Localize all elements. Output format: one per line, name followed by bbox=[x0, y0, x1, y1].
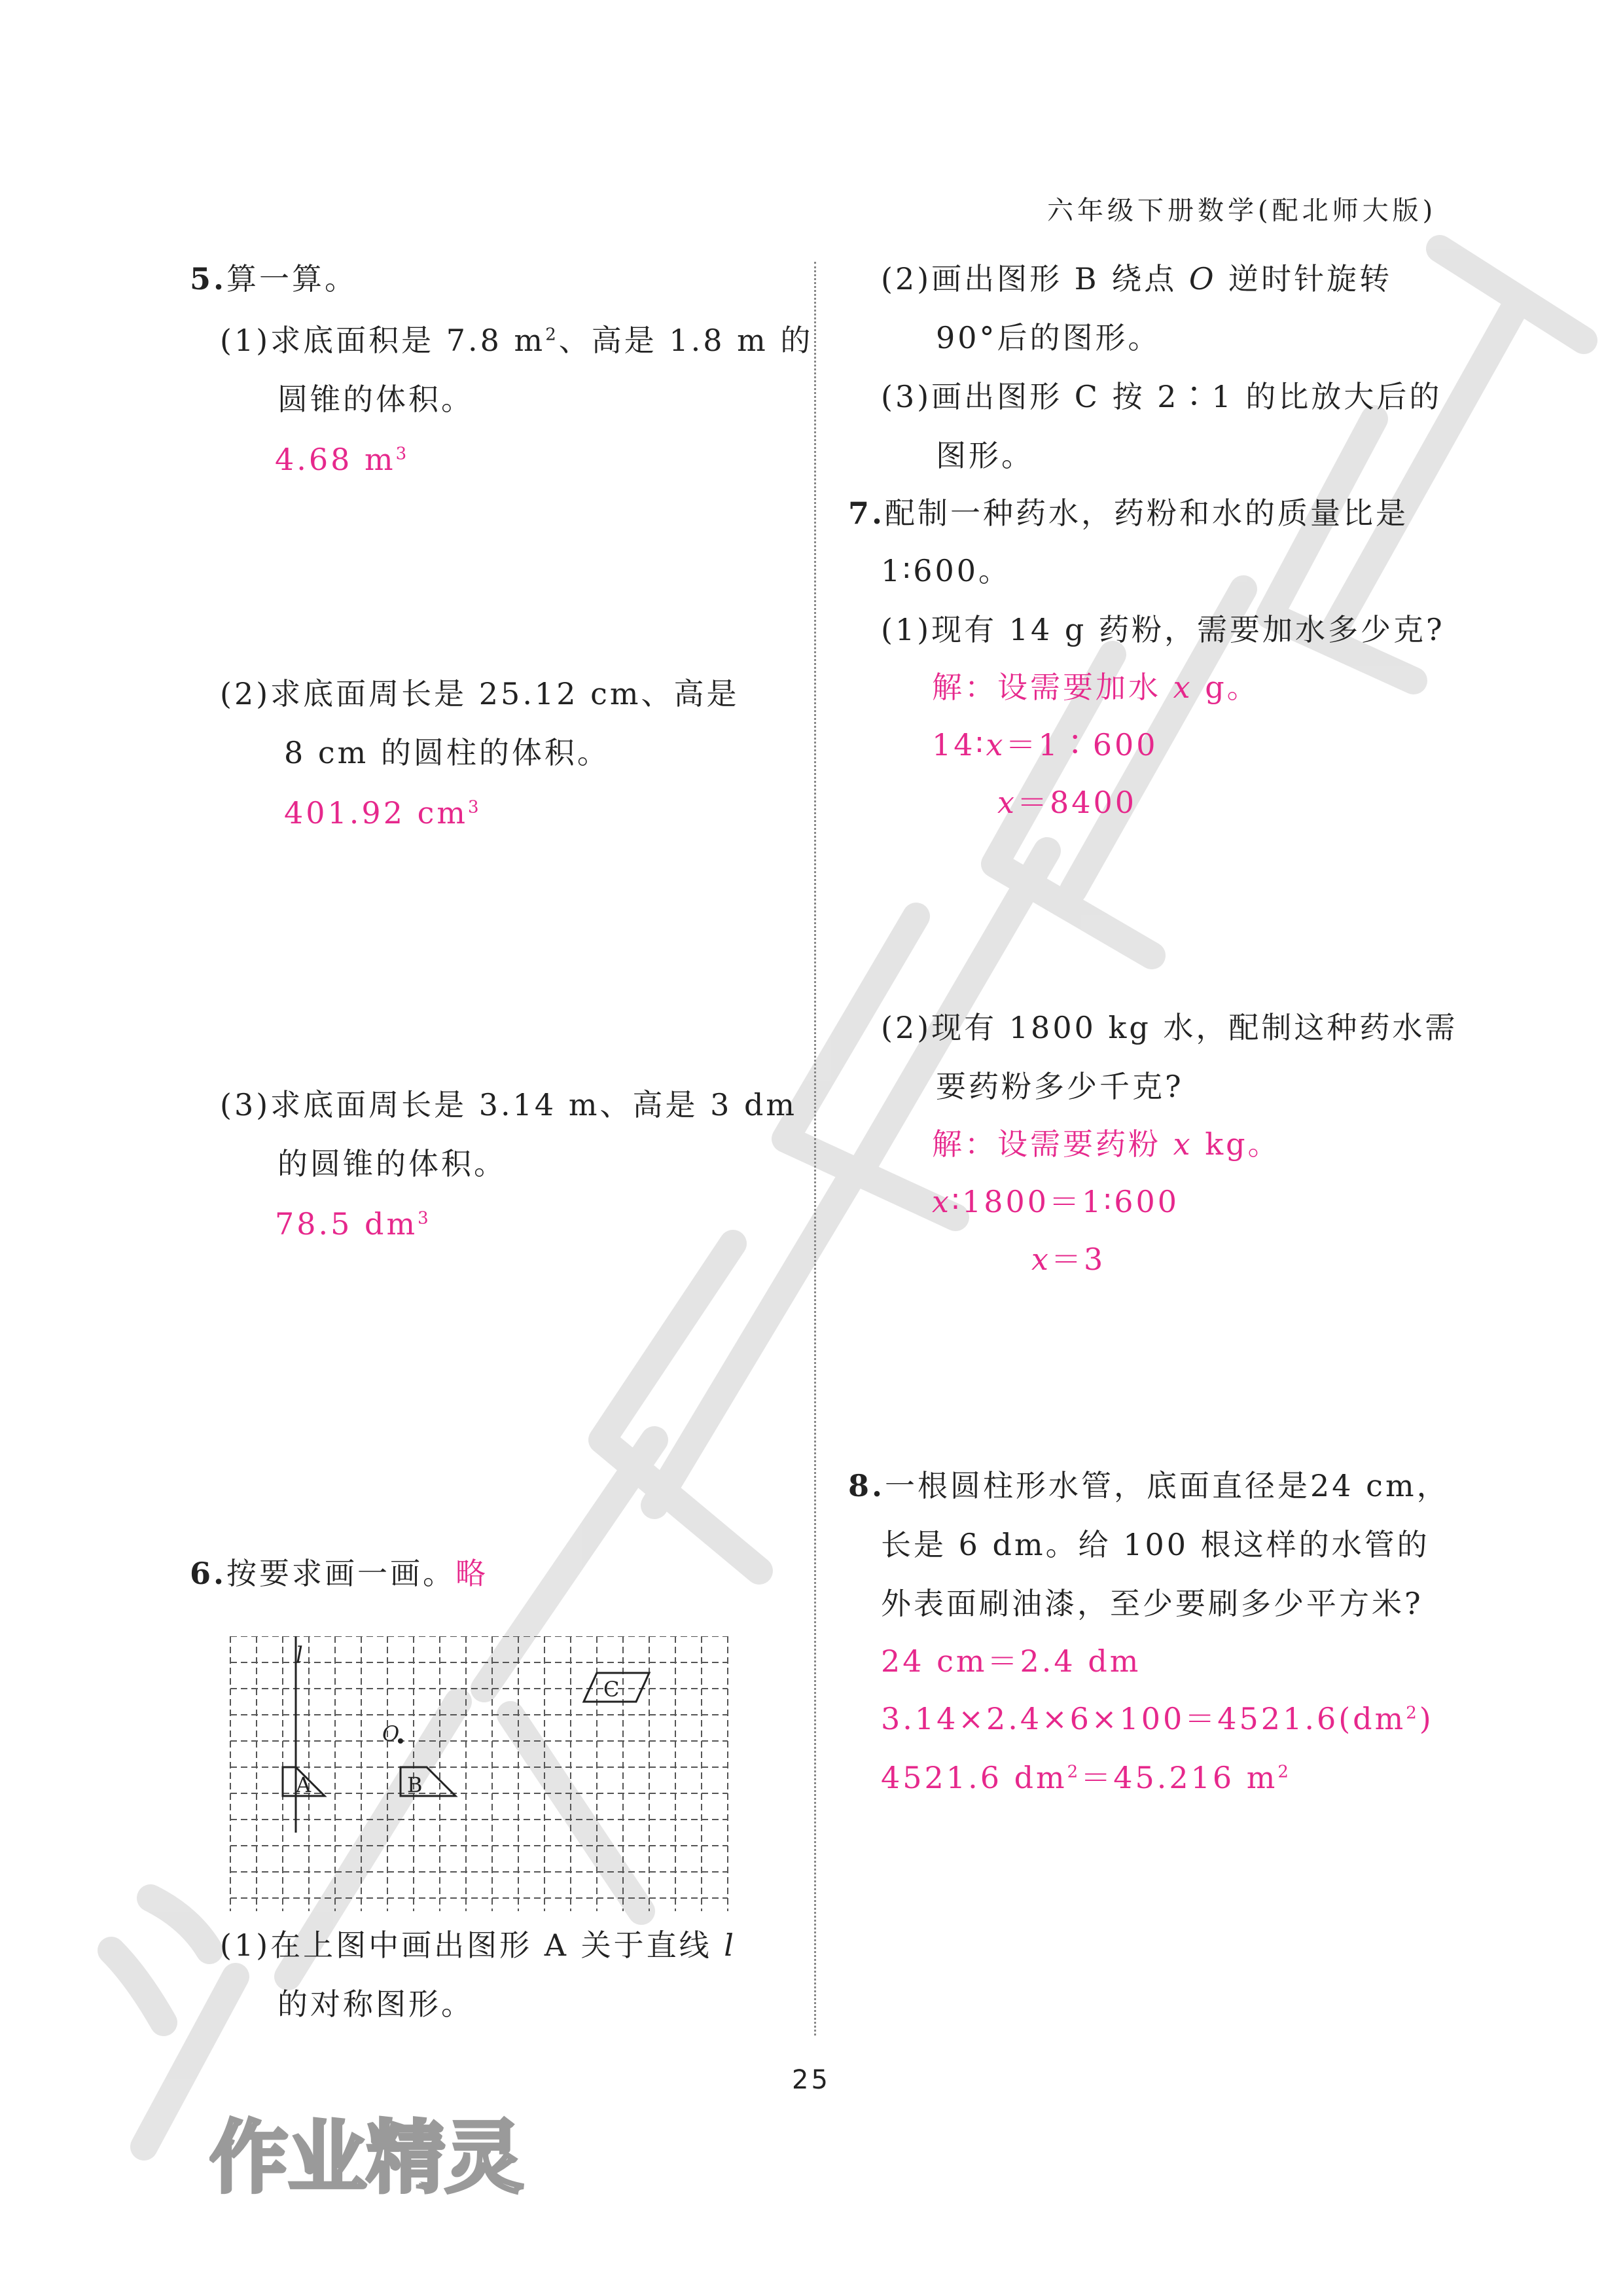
q6-part3-line2: 图形。 bbox=[936, 438, 1034, 473]
label-c: C bbox=[603, 1677, 620, 1702]
text: ＝1∶600 bbox=[1005, 727, 1158, 762]
question-7-line1 bbox=[848, 493, 1408, 533]
dotted-grid-figure bbox=[228, 1636, 771, 1911]
q5-part2-answer bbox=[284, 793, 482, 833]
q5-part3-line1: (3)求底面周长是 3.14 m、高是 3 dm bbox=[220, 1087, 798, 1122]
variable: x bbox=[997, 785, 1017, 820]
text: 配制一种药水，药粉和水的质量比是 bbox=[885, 495, 1409, 531]
q7-part2-question-line1: (2)现有 1800 kg 水，配制这种药水需 bbox=[881, 1010, 1458, 1045]
q7-part2-answer-line1 bbox=[932, 1124, 1281, 1164]
text: 4521.6 dm bbox=[881, 1760, 1067, 1795]
question-8-line3: 外表面刷油漆，至少要刷多少平方米? bbox=[881, 1586, 1423, 1621]
text: ＝3 bbox=[1050, 1242, 1106, 1277]
question-title: 算一算。 bbox=[226, 261, 358, 296]
variable: l bbox=[724, 1928, 736, 1963]
question-5-heading bbox=[190, 259, 357, 298]
q5-part1-line1 bbox=[220, 321, 813, 360]
text: ∶1800＝1∶600 bbox=[951, 1184, 1180, 1219]
q7-part2-answer-line3 bbox=[1031, 1240, 1105, 1279]
text: 解：设需要药粉 bbox=[932, 1126, 1173, 1162]
text: 14∶ bbox=[932, 727, 986, 762]
superscript: 2 bbox=[1406, 1703, 1419, 1723]
superscript: 2 bbox=[1067, 1762, 1081, 1782]
question-7-line2: 1∶600。 bbox=[881, 553, 1012, 588]
text: (2)画出图形 B 绕点 bbox=[881, 261, 1189, 296]
q5-part3-answer bbox=[275, 1204, 431, 1244]
q6-part2-line2: 90°后的图形。 bbox=[936, 320, 1161, 355]
text: (1)求底面积是 7.8 m bbox=[220, 323, 546, 358]
q7-part2-question-line2: 要药粉多少千克? bbox=[936, 1069, 1184, 1104]
superscript: 2 bbox=[1277, 1762, 1291, 1782]
superscript: 2 bbox=[545, 325, 559, 345]
q6-part3-line1: (3)画出图形 C 按 2∶1 的比放大后的 bbox=[881, 379, 1442, 414]
question-title: 按要求画一画。 bbox=[226, 1556, 456, 1591]
text: ＝8400 bbox=[1016, 785, 1137, 820]
q7-part1-answer-line1 bbox=[932, 668, 1260, 707]
question-6-answer: 略 bbox=[455, 1556, 489, 1591]
text: (1)在上图中画出图形 A 关于直线 bbox=[220, 1928, 724, 1963]
label-b: B bbox=[407, 1772, 423, 1797]
q7-part2-answer-line2 bbox=[932, 1182, 1179, 1221]
q7-part1-question: (1)现有 14 g 药粉，需要加水多少克? bbox=[881, 612, 1445, 647]
variable: x bbox=[1173, 670, 1193, 705]
text: 解：设需要加水 bbox=[932, 670, 1173, 705]
question-number: 5. bbox=[190, 261, 227, 296]
superscript: 3 bbox=[395, 444, 410, 464]
q8-answer-line2 bbox=[881, 1699, 1434, 1738]
superscript: 3 bbox=[467, 797, 482, 817]
variable: x bbox=[986, 727, 1006, 762]
variable: x bbox=[1173, 1126, 1193, 1162]
text: g。 bbox=[1192, 670, 1260, 705]
label-a: A bbox=[296, 1772, 312, 1797]
q5-part2-line2: 8 cm 的圆柱的体积。 bbox=[284, 735, 610, 770]
superscript: 3 bbox=[418, 1208, 431, 1229]
q5-part2-line1: (2)求底面周长是 25.12 cm、高是 bbox=[220, 676, 740, 711]
text: 逆时针旋转 bbox=[1216, 261, 1393, 296]
question-8-line1 bbox=[848, 1466, 1450, 1505]
label-l: l bbox=[296, 1642, 303, 1668]
logo-text: 作业精灵 bbox=[209, 2113, 524, 2204]
question-6-heading bbox=[190, 1554, 488, 1593]
q7-part1-answer-line2 bbox=[932, 725, 1158, 764]
q6-part1-line1 bbox=[220, 1926, 736, 1965]
answer-text: 401.92 cm bbox=[284, 795, 468, 831]
question-number: 6. bbox=[190, 1556, 227, 1591]
text: 3.14×2.4×6×100＝4521.6(dm bbox=[881, 1701, 1406, 1736]
question-8-line2: 长是 6 dm。给 100 根这样的水管的 bbox=[881, 1527, 1430, 1562]
text: ＝45.216 m bbox=[1080, 1760, 1278, 1795]
answer-text: 78.5 dm bbox=[275, 1206, 418, 1242]
q5-part3-line2: 的圆锥的体积。 bbox=[277, 1146, 507, 1181]
q7-part1-answer-line3 bbox=[997, 783, 1137, 822]
text: ) bbox=[1419, 1701, 1434, 1736]
q8-answer-line3 bbox=[881, 1758, 1291, 1797]
q6-part2-line1 bbox=[881, 259, 1392, 298]
page-number: 25 bbox=[792, 2065, 830, 2095]
running-header: 六年级下册数学(配北师大版) bbox=[1047, 196, 1437, 226]
label-o: O bbox=[382, 1721, 400, 1746]
variable: O bbox=[1188, 261, 1217, 296]
q5-part1-line2: 圆锥的体积。 bbox=[277, 382, 474, 417]
question-number: 7. bbox=[848, 495, 885, 531]
variable: x bbox=[932, 1184, 952, 1219]
answer-text: 4.68 m bbox=[275, 442, 396, 477]
q8-answer-line1: 24 cm＝2.4 dm bbox=[881, 1643, 1141, 1679]
text: 、高是 1.8 m 的 bbox=[558, 323, 813, 358]
q6-part1-line2: 的对称图形。 bbox=[277, 1986, 474, 2022]
question-number: 8. bbox=[848, 1468, 885, 1503]
column-divider bbox=[814, 262, 816, 2036]
text: 一根圆柱形水管，底面直径是24 cm， bbox=[885, 1468, 1450, 1503]
variable: x bbox=[1031, 1242, 1051, 1277]
q5-part1-answer bbox=[275, 440, 409, 479]
text: kg。 bbox=[1192, 1126, 1281, 1162]
zuoye-jingling-logo bbox=[209, 2106, 550, 2211]
